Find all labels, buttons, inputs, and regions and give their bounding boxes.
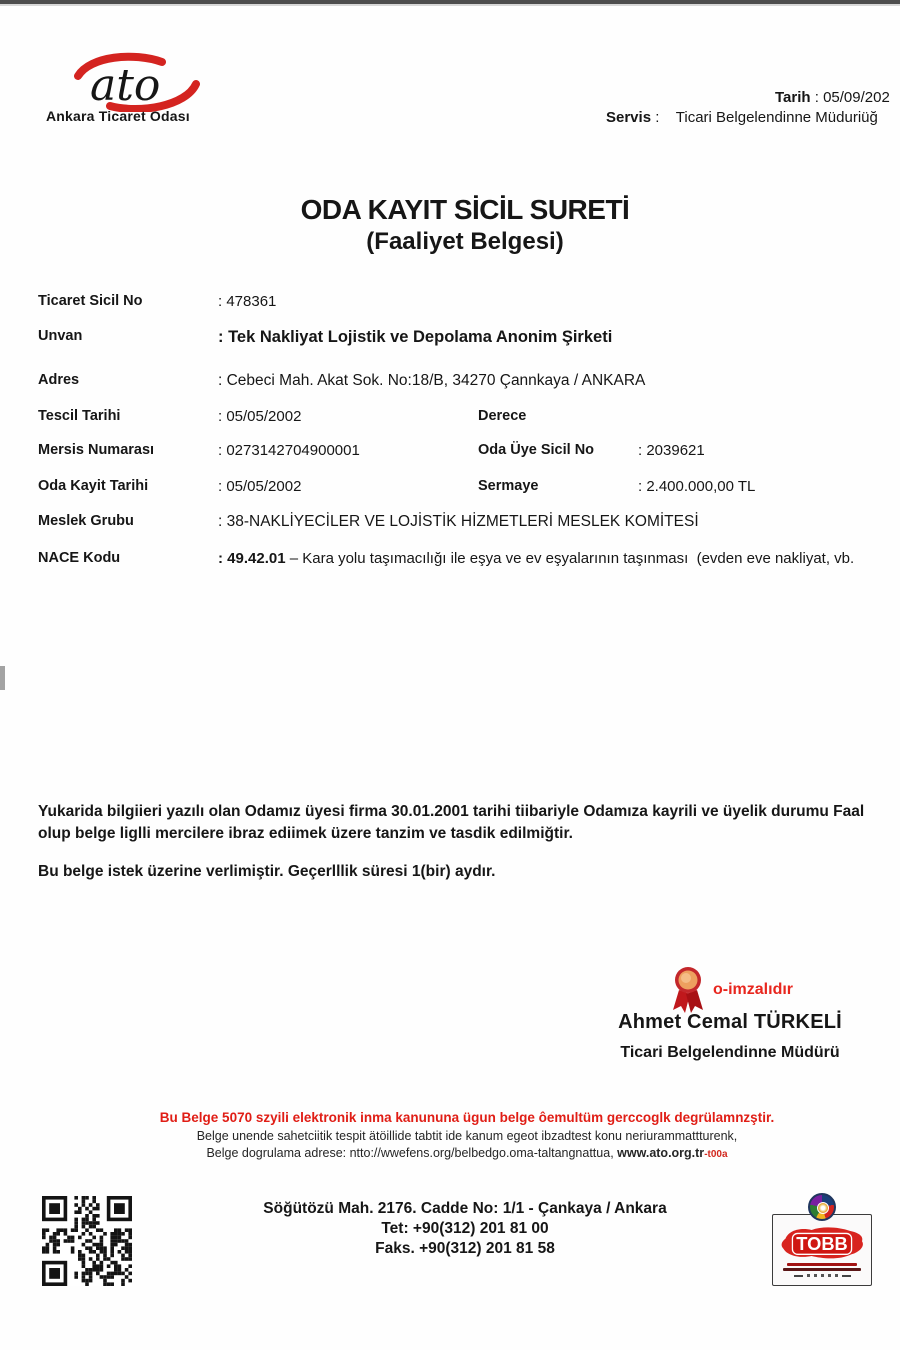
field-value: : 38-NAKLİYECİLER VE LOJİSTİK HİZMETLERİ MESLEK KOMİTESİ — [218, 513, 699, 530]
field-value: : Cebeci Mah. Akat Sok. No:18/B, 34270 Çannkaya / ANKARA — [218, 372, 646, 389]
field-row-oda-kayit-tarihi — [0, 478, 900, 500]
service-label: Servis — [606, 109, 652, 126]
field-label: Meslek Grubu — [38, 513, 134, 529]
field-value: : 05/05/2002 — [218, 408, 302, 425]
field-value: : 05/05/2002 — [218, 478, 302, 495]
field-row-ticaret-sicil-no — [0, 293, 900, 315]
field-row-unvan — [0, 328, 900, 350]
field-row-meslek-grubu — [0, 513, 900, 535]
body-paragraph-1-line1: Yukarida bilgiieri yazılı olan Odamız üyesi firma 30.01.2001 tarihi tiibariyle Odamıza kayrili ve üyelik durumu Faal — [38, 803, 865, 820]
page-title: ODA KAYIT SİCİL SURETİ — [300, 194, 630, 225]
scan-top-bar-shadow — [0, 4, 900, 6]
field-label-2: Sermaye — [478, 478, 539, 494]
field-value: : Tek Nakliyat Lojistik ve Depolama Anonim Şirketi — [218, 328, 613, 346]
date-value: : 05/09/202 — [810, 89, 890, 106]
tobb-small-text-line1 — [787, 1263, 857, 1266]
field-value: : 478361 — [218, 293, 277, 310]
turkey-map-icon — [776, 1223, 868, 1263]
tobb-logo — [772, 1214, 872, 1286]
verification-prefix: Belge dogrulama adrese: ntto://wwefens.org/belbedgo.oma-taltangnattua, — [206, 1146, 618, 1160]
field-row-tescil-tarihi — [0, 408, 900, 430]
e-signature-note: o-imzalıdır — [713, 981, 794, 998]
field-label-2: Derece — [478, 408, 527, 424]
tobb-text: TOBB — [796, 1232, 848, 1254]
field-label: Adres — [38, 372, 80, 388]
verification-url: www.ato.org.tr — [617, 1146, 705, 1160]
field-value — [218, 550, 854, 567]
footer-address: Söğütözü Mah. 2176. Cadde No: 1/1 - Çankaya / Ankara — [263, 1200, 667, 1217]
legal-note-verification — [17, 1146, 900, 1160]
nace-description: – Kara yolu taşımacılığı ile eşya ve ev eşyalarının taşınması (evden eve nakliyat, vb. — [285, 550, 855, 567]
field-label-2: Oda Üye Sicil No — [478, 442, 595, 458]
field-row-adres — [0, 372, 900, 394]
field-label: Unvan — [38, 328, 83, 344]
ato-logo-icon — [62, 52, 222, 112]
field-value-2: : 2039621 — [638, 442, 705, 459]
tobb-emblem-center — [817, 1202, 829, 1214]
footer-tel: Tet: +90(312) 201 81 00 — [381, 1220, 549, 1237]
service-value: : Ticari Belgelendinne Müduriüğ — [651, 109, 878, 126]
date-row — [775, 89, 890, 106]
signatory-name: Ahmet Cemal TÜRKELİ — [618, 1011, 842, 1033]
field-label: Tescil Tarihi — [38, 408, 121, 424]
field-label: Ticaret Sicil No — [38, 293, 143, 309]
footer-fax: Faks. +90(312) 201 81 58 — [375, 1240, 555, 1257]
ato-logo-text: ato — [90, 60, 161, 111]
date-label: Tarih — [775, 89, 811, 106]
logo-subtitle: Ankara Ticaret Odası — [46, 108, 190, 124]
body-paragraph-1-line2: olup belge liglli mercilere ibraz ediimek üzere tanzim ve tasdik edilmiğtir. — [38, 825, 573, 842]
page-subtitle: (Faaliyet Belgesi) — [366, 228, 564, 255]
signatory-title: Ticari Belgelendinne Müdürü — [620, 1044, 840, 1061]
nace-code: : 49.42.01 — [218, 550, 286, 567]
body-paragraph-2: Bu belge istek üzerine verlimiştir. Geçerlllik süresi 1(bir) aydır. — [38, 863, 496, 880]
service-row — [606, 109, 878, 126]
legal-note-red: Bu Belge 5070 szyili elektronik inma kanununa ügun belge ôemultüm gerccoglk degrülamnzştir. — [159, 1110, 775, 1125]
field-value: : 0273142704900001 — [218, 442, 360, 459]
scan-artifact-left — [0, 666, 5, 690]
field-row-nace-kodu — [0, 550, 900, 572]
body-paragraph-1 — [38, 801, 898, 845]
verification-code: -t00a — [704, 1149, 728, 1160]
tobb-emblem-icon — [808, 1193, 836, 1221]
field-value-2: : 2.400.000,00 TL — [638, 478, 756, 495]
legal-note-2: Belge unende sahetciitik tespit ätöillide tabtit ide kanum egeot ibzadtest konu neriurammattturenk, — [196, 1129, 738, 1143]
field-label: NACE Kodu — [38, 550, 121, 566]
tobb-small-text-line2 — [783, 1268, 861, 1271]
field-label: Oda Kayit Tarihi — [38, 478, 149, 494]
seal-ribbon-icon — [670, 966, 706, 1014]
tobb-dashes — [773, 1274, 871, 1277]
field-label: Mersis Numarası — [38, 442, 155, 458]
field-row-mersis — [0, 442, 900, 464]
